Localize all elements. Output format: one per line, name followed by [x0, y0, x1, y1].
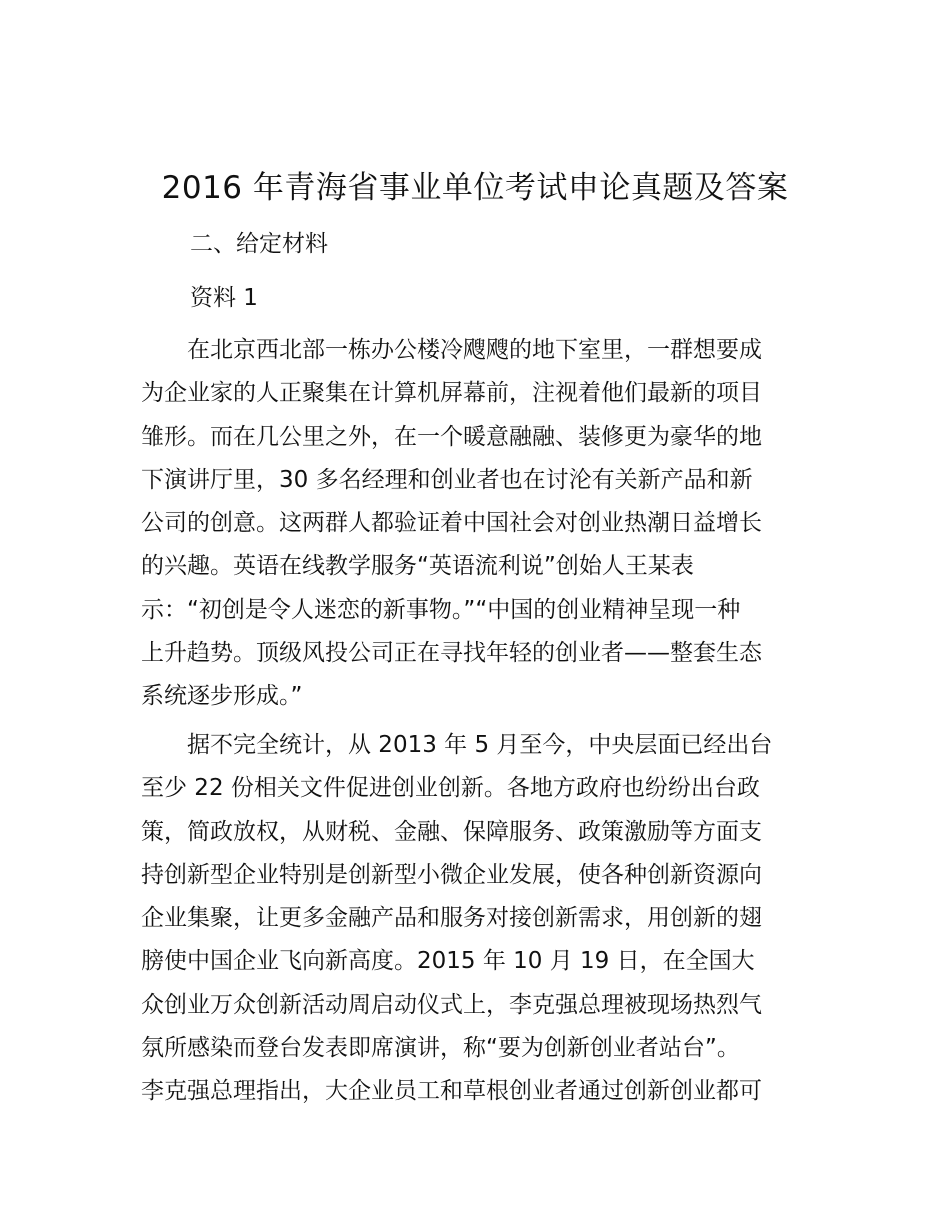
paragraph-line: 氛所感染而登台发表即席演讲，称“要为创新创业者站台”。	[141, 1035, 740, 1062]
paragraph-line: 上升趋势。顶级风投公司正在寻找年轻的创业者——整套生态	[141, 640, 762, 667]
paragraph-line: 系统逐步形成。”	[141, 683, 303, 710]
paragraph-line: 在北京西北部一栋办公楼冷飕飕的地下室里，一群想要成	[141, 337, 762, 363]
paragraph-1	[141, 329, 811, 719]
paragraph-line: 示：“初创是令人迷恋的新事物。”“中国的创业精神呈现一种	[141, 596, 741, 623]
section-heading: 二、给定材料	[190, 231, 328, 257]
paragraph-line: 策，简政放权，从财税、金融、保障服务、政策激励等方面支	[141, 818, 762, 845]
paragraph-line: 为企业家的人正聚集在计算机屏幕前，注视着他们最新的项目	[141, 380, 762, 407]
paragraph-line: 众创业万众创新活动周启动仪式上，李克强总理被现场热烈气	[141, 991, 762, 1018]
paragraph-line: 企业集聚，让更多金融产品和服务对接创新需求，用创新的翅	[141, 905, 762, 932]
paragraph-line: 据不完全统计，从 2013 年 5 月至今，中央层面已经出台	[141, 732, 773, 758]
paragraph-line: 持创新型企业特别是创新型小微企业发展，使各种创新资源向	[141, 861, 762, 888]
paragraph-line: 公司的创意。这两群人都验证着中国社会对创业热潮日益增长	[141, 510, 762, 537]
document-title: 2016 年青海省事业单位考试申论真题及答案	[161, 170, 789, 206]
subsection-heading: 资料 1	[190, 285, 258, 311]
paragraph-2	[141, 724, 811, 1114]
paragraph-line: 雏形。而在几公里之外，在一个暖意融融、装修更为豪华的地	[141, 423, 762, 450]
paragraph-line: 至少 22 份相关文件促进创业创新。各地方政府也纷纷出台政	[141, 775, 760, 802]
paragraph-line: 膀使中国企业飞向新高度。2015 年 10 月 19 日，在全国大	[141, 948, 755, 975]
paragraph-line: 的兴趣。英语在线教学服务“英语流利说”创始人王某表	[141, 553, 694, 580]
paragraph-line: 下演讲厅里，30 多名经理和创业者也在讨沦有关新产品和新	[141, 466, 753, 493]
paragraph-line: 李克强总理指出，大企业员工和草根创业者通过创新创业都可	[141, 1078, 762, 1105]
